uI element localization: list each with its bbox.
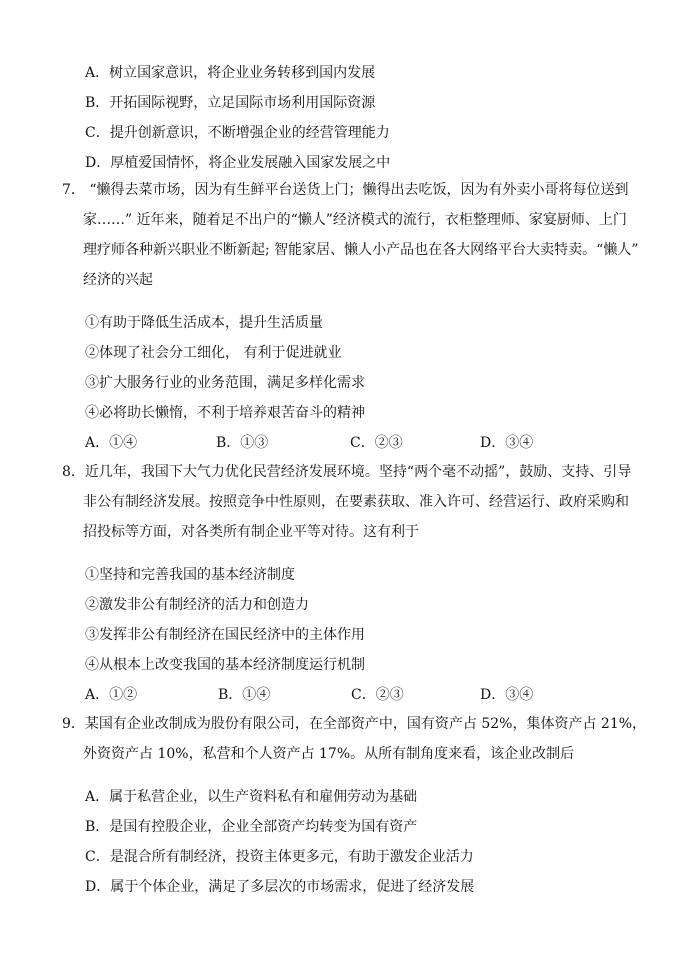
q8-stem-line-2: 非公有制经济发展。按照竞争中性原则，在要素获取、准入许可、经营运行、政府采购和 bbox=[83, 494, 629, 510]
q8-statement-2: ②激发非公有制经济的活力和创造力 bbox=[85, 597, 309, 613]
q7-statement-2: ②体现了社会分工细化， 有利于促进就业 bbox=[85, 345, 342, 361]
q9-option-d: D．属于个体企业，满足了多层次的市场需求，促进了经济发展 bbox=[85, 879, 475, 895]
q9-stem-line-2: 外资资产占 10%，私营和个人资产占 17%。从所有制角度来看，该企业改制后 bbox=[83, 746, 575, 762]
q9-stem-line-1: 9．某国有企业改制成为股份有限公司，在全部资产中，国有资产占 52%，集体资产占 21%， bbox=[62, 716, 647, 732]
q6-option-b: B．开拓国际视野，立足国际市场利用国际资源 bbox=[85, 95, 376, 111]
q7-statement-1: ①有助于降低生活成本，提升生活质量 bbox=[85, 315, 323, 331]
q7-choice-c: C．②③ bbox=[350, 435, 403, 451]
q7-stem-line-2: 家……” 近年来，随着足不出户的“懒人”经济模式的流行，衣柜整理师、家宴厨师、上门 bbox=[83, 212, 627, 228]
q7-choice-a: A．①④ bbox=[85, 435, 138, 451]
q8-choice-d: D．③④ bbox=[480, 687, 534, 703]
q7-statement-4: ④必将助长懒惰，不利于培养艰苦奋斗的精神 bbox=[85, 405, 365, 421]
q8-choice-b: B．①④ bbox=[218, 687, 271, 703]
q9-option-c: C．是混合所有制经济，投资主体更多元，有助于激发企业活力 bbox=[85, 849, 474, 865]
q9-option-a: A．属于私营企业，以生产资料私有和雇佣劳动为基础 bbox=[85, 789, 418, 805]
q8-statement-4: ④从根本上改变我国的基本经济制度运行机制 bbox=[85, 657, 365, 673]
q7-choice-d: D．③④ bbox=[480, 435, 534, 451]
q7-stem-line-4: 经济的兴起 bbox=[83, 272, 153, 288]
q7-stem-line-3: 理疗师各种新兴职业不断新起; 智能家居、懒人小产品也在各大网络平台大卖特卖。“懒人” bbox=[83, 242, 639, 258]
q8-statement-3: ③发挥非公有制经济在国民经济中的主体作用 bbox=[85, 627, 365, 643]
q8-stem-line-3: 招投标等方面，对各类所有制企业平等对待。这有利于 bbox=[83, 524, 419, 540]
q6-option-d: D．厚植爱国情怀，将企业发展融入国家发展之中 bbox=[85, 155, 391, 171]
q8-choice-a: A．①② bbox=[85, 687, 138, 703]
q7-stem-line-1: 7． “懒得去菜市场，因为有生鲜平台送货上门；懒得出去吃饭，因为有外卖小哥将每位送到 bbox=[62, 182, 629, 198]
q6-option-c: C．提升创新意识，不断增强企业的经营管理能力 bbox=[85, 125, 390, 141]
q6-option-a: A．树立国家意识，将企业业务转移到国内发展 bbox=[85, 65, 376, 81]
q7-choice-b: B．①③ bbox=[216, 435, 269, 451]
q9-option-b: B．是国有控股企业，企业全部资产均转变为国有资产 bbox=[85, 819, 418, 835]
q8-statement-1: ①坚持和完善我国的基本经济制度 bbox=[85, 567, 295, 583]
q8-choice-c: C．②③ bbox=[351, 687, 404, 703]
q7-statement-3: ③扩大服务行业的业务范围，满足多样化需求 bbox=[85, 375, 365, 391]
q8-stem-line-1: 8．近几年，我国下大气力优化民营经济发展环境。坚持“两个毫不动摇”，鼓励、支持、引导 bbox=[62, 464, 632, 480]
